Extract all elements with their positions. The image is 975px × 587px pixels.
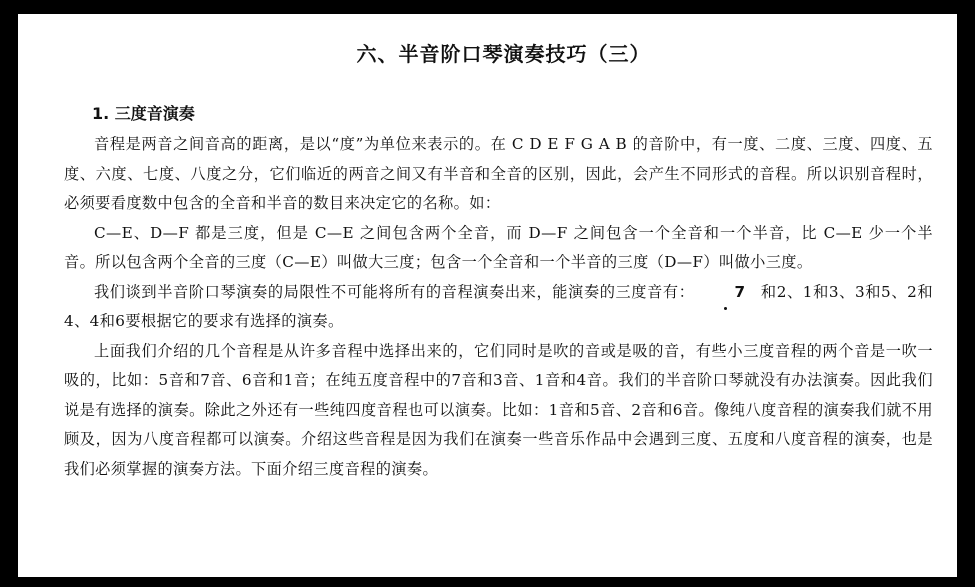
paragraph-1: 音程是两音之间音高的距离，是以“度”为单位来表示的。在 C D E F G A B 的音阶中，有一度、二度、三度、四度、五度、六度、七度、八度之分，它们临近的两音之间又有半音和全音的区别，因此，会产生不同形式的音程。所以识别音程时，必须要看度数中包含的全音和半音的数目来决定它的名称。如： — [64, 135, 933, 212]
paragraph-2: C—E、D—F 都是三度，但是 C—E 之间包含两个全音，而 D—F 之间包含一个全音和一个半音，比 C—E 少一个半音。所以包含两个全音的三度（C—E）叫做大三度；包含一个全音和一个半音的三度（D—F）叫做小三度。 — [64, 223, 933, 271]
section-heading: 1. 三度音演奏 — [92, 104, 195, 123]
paragraph-3-text-after: 和2、1和3、3和5、2和4、4和6要根据它的要求有选择的演奏。 — [64, 282, 934, 330]
paragraph-3-text-before: 我们谈到半音阶口琴演奏的局限性不可能将所有的音程演奏出来，能演奏的三度音有： — [94, 282, 695, 301]
low-note-seven: 7 — [695, 278, 756, 308]
document-page — [18, 14, 957, 577]
document-title: 六、半音阶口琴演奏技巧（三） — [356, 42, 651, 66]
paragraph-4: 上面我们介绍的几个音程是从许多音程中选择出来的，它们同时是吹的音或是吸的音，有些小三度音程的两个音是一吹一吸的，比如：5音和7音、6音和1音；在纯五度音程中的7音和3音、1音和4音。我们的半音阶口琴就没有办法演奏。因此我们说是有选择的演奏。除此之外还有一些纯四度音程也可以演奏。比如：1音和5音、2音和6音。像纯八度音程的演奏我们就不用顾及，因为八度音程都可以演奏。介绍这些音程是因为我们在演奏一些音乐作品中会遇到三度、五度和八度音程的演奏，也是我们必须掌握的演奏方法。下面介绍三度音程的演奏。 — [64, 341, 933, 478]
paragraph-3 — [64, 278, 933, 337]
